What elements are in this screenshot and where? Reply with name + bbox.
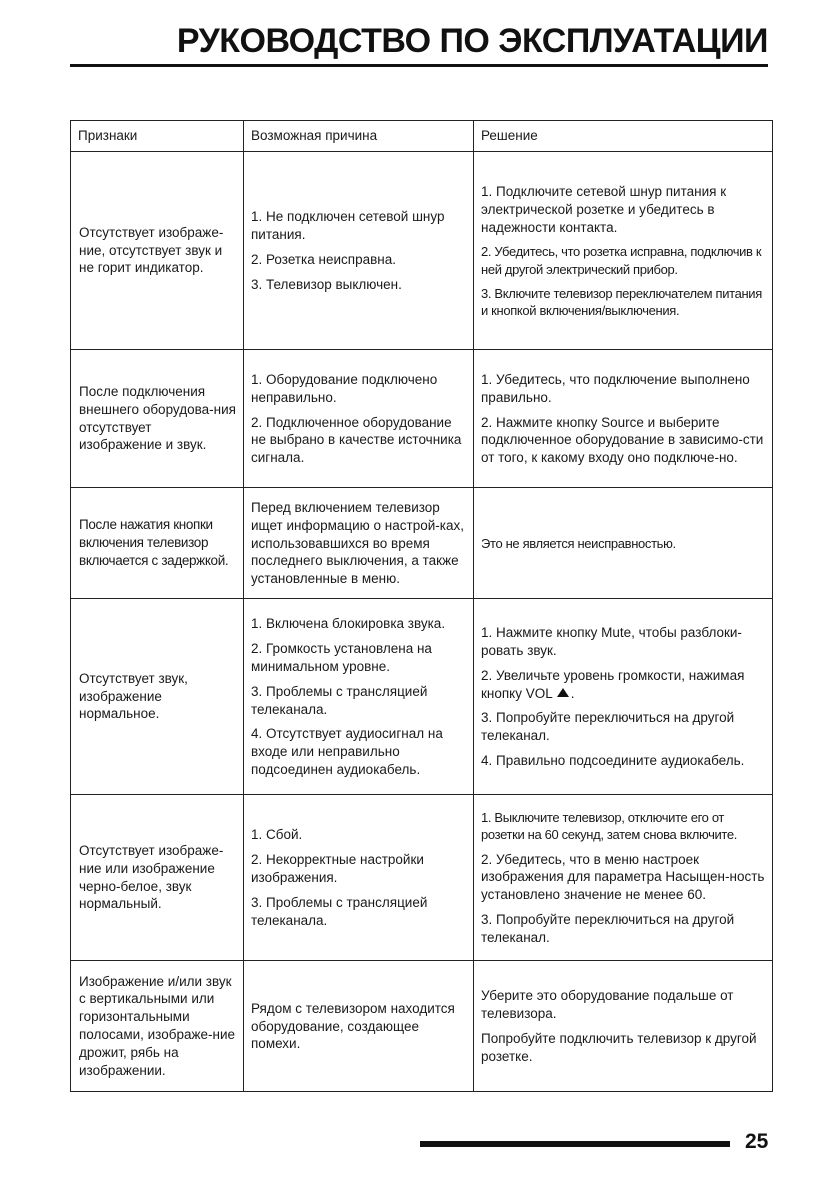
page-title: РУКОВОДСТВО ПО ЭКСПЛУАТАЦИИ xyxy=(176,22,768,60)
solution-item: 1. Выключите телевизор, отключите его от розетки на 60 секунд, затем снова включите. xyxy=(481,810,738,843)
solution-item: 2. Нажмите кнопку Source и выберите подключенное оборудование в зависимо-сти от того, к какому входу оно подключе-но. xyxy=(481,414,764,466)
cause-cell xyxy=(244,152,474,350)
header-rule xyxy=(70,64,768,67)
solution-item: Уберите это оборудование подальше от телевизора. xyxy=(481,988,734,1022)
cause-item: 1. Оборудование подключено неправильно. xyxy=(251,371,438,405)
footer-rule xyxy=(420,1141,730,1147)
column-header-solution: Решение xyxy=(474,121,773,152)
table-row xyxy=(71,599,773,795)
solution-item: 2. Убедитесь, что в меню настроек изображения для параметра Насыщен-ность установлено значение не менее 60. xyxy=(481,851,765,903)
solution-item: 3. Попробуйте переключиться на другой телеканал. xyxy=(481,710,735,744)
cause-item: 2. Громкость установлена на минимальном уровне. xyxy=(251,641,432,674)
solution-item: 1. Подключите сетевой шнур питания к электрической розетке и убедитесь в надежности контакта. xyxy=(481,183,727,235)
solution-item xyxy=(481,667,765,703)
solution-item: 3. Включите телевизор переключателем питания и кнопкой включения/выключения. xyxy=(481,285,762,318)
table-row xyxy=(71,152,773,350)
symptom-cell: Отсутствует звук, изображение нормальное. xyxy=(71,599,244,795)
solution-item: Попробуйте подключить телевизор к другой розетке. xyxy=(481,1031,757,1064)
solution-cell xyxy=(474,599,773,795)
cause-cell xyxy=(244,961,474,1092)
cause-item: 3. Проблемы с трансляцией телеканала. xyxy=(251,683,428,717)
cause-item: 1. Не подключен сетевой шнур питания. xyxy=(251,209,445,243)
triangle-up-icon xyxy=(557,688,569,697)
column-header-symptoms: Признаки xyxy=(71,121,244,152)
solution-item: 1. Нажмите кнопку Mute, чтобы разблоки-ровать звук. xyxy=(481,625,742,658)
troubleshooting-table xyxy=(70,120,773,1092)
cause-item: 2. Подключенное оборудование не выбрано в качестве источника сигнала. xyxy=(251,414,462,466)
table-row xyxy=(71,961,773,1092)
table-row xyxy=(71,488,773,599)
table-row xyxy=(71,795,773,961)
table-header-row xyxy=(71,121,773,152)
symptom-cell: После нажатия кнопки включения телевизор включается с задержкой. xyxy=(71,488,244,599)
cause-cell xyxy=(244,350,474,488)
symptom-cell: После подключения внешнего оборудова-ния отсутствует изображение и звук. xyxy=(71,350,244,488)
cause-cell xyxy=(244,795,474,961)
cause-item: 3. Проблемы с трансляцией телеканала. xyxy=(251,894,428,928)
cause-item: Перед включением телевизор ищет информацию о настрой-ках, использовавшихся во время последнего выключения, а также установленные в меню. xyxy=(251,499,464,587)
solution-cell xyxy=(474,795,773,961)
cause-item: 3. Телевизор выключен. xyxy=(251,276,402,292)
symptom-cell: Отсутствует изображе-ние, отсутствует звук и не горит индикатор. xyxy=(71,152,244,350)
solution-item: 1. Убедитесь, что подключение выполнено правильно. xyxy=(481,371,750,405)
cause-cell xyxy=(244,488,474,599)
cause-item: 1. Сбой. xyxy=(251,827,303,843)
solution-item: 4. Правильно подсоедините аудиокабель. xyxy=(481,753,745,769)
page-number: 25 xyxy=(745,1130,769,1153)
table-row xyxy=(71,350,773,488)
solution-cell xyxy=(474,488,773,599)
symptom-cell: Отсутствует изображе-ние или изображение черно-белое, звук нормальный. xyxy=(71,795,244,961)
solution-cell xyxy=(474,350,773,488)
solution-cell xyxy=(474,961,773,1092)
symptom-cell: Изображение и/или звук с вертикальными или горизонтальными полосами, изображе-ние дрожит, рябь на изображении. xyxy=(71,961,244,1092)
column-header-cause: Возможная причина xyxy=(244,121,474,152)
cause-item: 2. Некорректные настройки изображения. xyxy=(251,852,424,886)
solution-item: 2. Убедитесь, что розетка исправна, подключив к ней другой электрический прибор. xyxy=(481,244,762,277)
cause-item: 4. Отсутствует аудиосигнал на входе или неправильно подсоединен аудиокабель. xyxy=(251,726,443,777)
solution-text: 2. Увеличьте уровень громкости, нажимая кнопку VOL xyxy=(481,667,745,701)
solution-cell xyxy=(474,152,773,350)
cause-item: 2. Розетка неисправна. xyxy=(251,252,396,267)
solution-suffix: . xyxy=(570,685,575,701)
cause-item: Рядом с телевизором находится оборудование, создающее помехи. xyxy=(251,1000,455,1052)
cause-cell xyxy=(244,599,474,795)
solution-item: Это не является неисправностью. xyxy=(481,535,676,551)
solution-item: 3. Попробуйте переключиться на другой телеканал. xyxy=(481,912,735,945)
cause-item: 1. Включена блокировка звука. xyxy=(251,616,446,632)
